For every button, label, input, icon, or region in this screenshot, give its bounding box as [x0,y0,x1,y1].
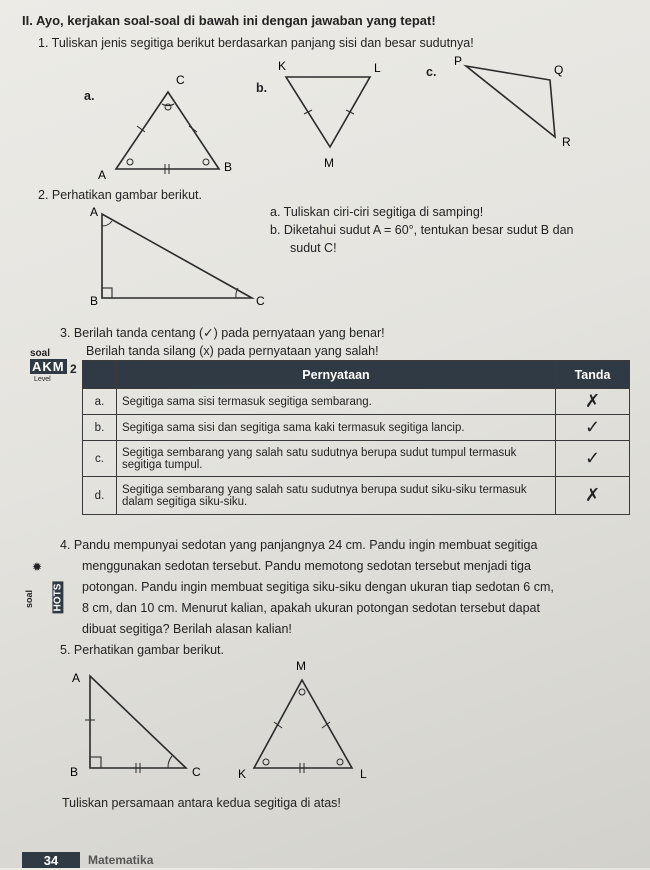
q3-text2: Berilah tanda silang (x) pada pernyataan yang salah! [86,344,379,358]
q2-text: 2. Perhatikan gambar berikut. [38,188,202,202]
row-mark: ✗ [556,477,630,515]
q1-figure-b [248,54,388,184]
table-row [83,415,630,441]
row-number: d. [83,477,117,515]
vertex-label: M [296,659,306,673]
q4-line: dibuat segitiga? Berilah alasan kalian! [82,622,292,636]
q4-line: 4. Pandu mempunyai sedotan yang panjangnya 24 cm. Pandu ingin membuat segitiga [60,538,538,552]
page-number: 34 [22,852,80,868]
q5-text: 5. Perhatikan gambar berikut. [60,643,224,657]
row-statement: Segitiga sama sisi termasuk segitiga sembarang. [116,389,555,415]
q1-text: 1. Tuliskan jenis segitiga berikut berdasarkan panjang sisi dan besar sudutnya! [38,36,474,50]
vertex-label: K [238,767,247,781]
vertex-label: A [72,671,81,685]
q1-b-tag: b. [256,81,268,95]
vertex-label: L [360,767,367,781]
q2-part-a: a. Tuliskan ciri-ciri segitiga di samping! [270,205,484,219]
header-statement: Pernyataan [116,361,555,389]
vertex-label: B [90,294,99,308]
triangle-abc-right [80,202,270,310]
q1-figure-c [420,54,590,164]
q4-line: potongan. Pandu ingin membuat segitiga siku-siku dengan ukuran tiap sedotan 6 cm, [82,580,554,594]
gear-icon: ✹ [32,560,43,574]
row-statement: Segitiga sembarang yang salah satu sudutnya berupa sudut tumpul termasuk segitiga tumpul. [116,441,555,477]
vertex-label: M [324,156,334,170]
vertex-label: A [90,205,99,219]
table-header [83,361,630,389]
statement-table [82,360,630,515]
row-mark: ✗ [556,389,630,415]
triangle-pqr-scalene [420,54,590,164]
vertex-label: C [256,294,265,308]
vertex-label: B [224,160,233,174]
vertex-label: C [176,73,185,87]
row-statement: Segitiga sama sisi dan segitiga sama kaki termasuk segitiga lancip. [116,415,555,441]
row-mark: ✓ [556,441,630,477]
q1-a-tag: a. [84,89,95,103]
row-statement: Segitiga sembarang yang salah satu sudutnya berupa sudut siku-siku termasuk dalam segitiga siku-siku. [116,477,555,515]
q4-line: 8 cm, dan 10 cm. Menurut kalian, apakah ukuran potongan sedotan tersebut dapat [82,601,540,615]
book-title: Matematika [88,853,154,867]
vertex-label: B [70,765,79,779]
triangle-abc-equilateral [58,54,268,184]
header-mark: Tanda [556,361,630,389]
q1-figure-a [58,54,268,184]
q3-text1: 3. Berilah tanda centang (✓) pada pernyataan yang benar! [60,326,385,340]
row-number: a. [83,389,117,415]
q2-part-b-line2: sudut C! [290,241,337,255]
row-mark: ✓ [556,415,630,441]
q2-part-b-line1: b. Diketahui sudut A = 60°, tentukan besar sudut B dan [270,223,574,237]
header-number-cell [83,361,117,389]
akm-badge [30,348,80,388]
vertex-label: L [374,61,381,75]
vertex-label: Q [554,63,564,77]
table-row [83,441,630,477]
vertex-label: A [98,168,107,182]
table-row [83,389,630,415]
akm-level-label: Level [34,376,51,383]
vertex-label: R [562,135,571,149]
section-title: II. Ayo, kerjakan soal-soal di bawah ini dengan jawaban yang tepat! [22,13,436,28]
hots-label: HOTS [52,583,64,612]
akm-soal-label: soal [30,348,51,359]
hots-soal-label: soal [24,589,35,609]
footer [0,852,650,868]
q5-instruction: Tuliskan persamaan antara kedua segitiga di atas! [62,796,341,810]
triangle-klm-q5 [232,654,382,789]
triangle-abc-right-q5 [62,660,207,788]
row-number: c. [83,441,117,477]
table-row [83,477,630,515]
akm-level: 2 [70,362,77,376]
q1-c-tag: c. [426,65,437,79]
triangle-klm-isosceles [248,54,388,184]
vertex-label: C [192,765,201,779]
q4-line: menggunakan sedotan tersebut. Pandu memotong sedotan tersebut menjadi tiga [82,559,531,573]
vertex-label: P [454,54,463,68]
row-number: b. [83,415,117,441]
hots-badge [24,560,70,620]
vertex-label: K [278,59,287,73]
akm-label: AKM [32,359,65,374]
